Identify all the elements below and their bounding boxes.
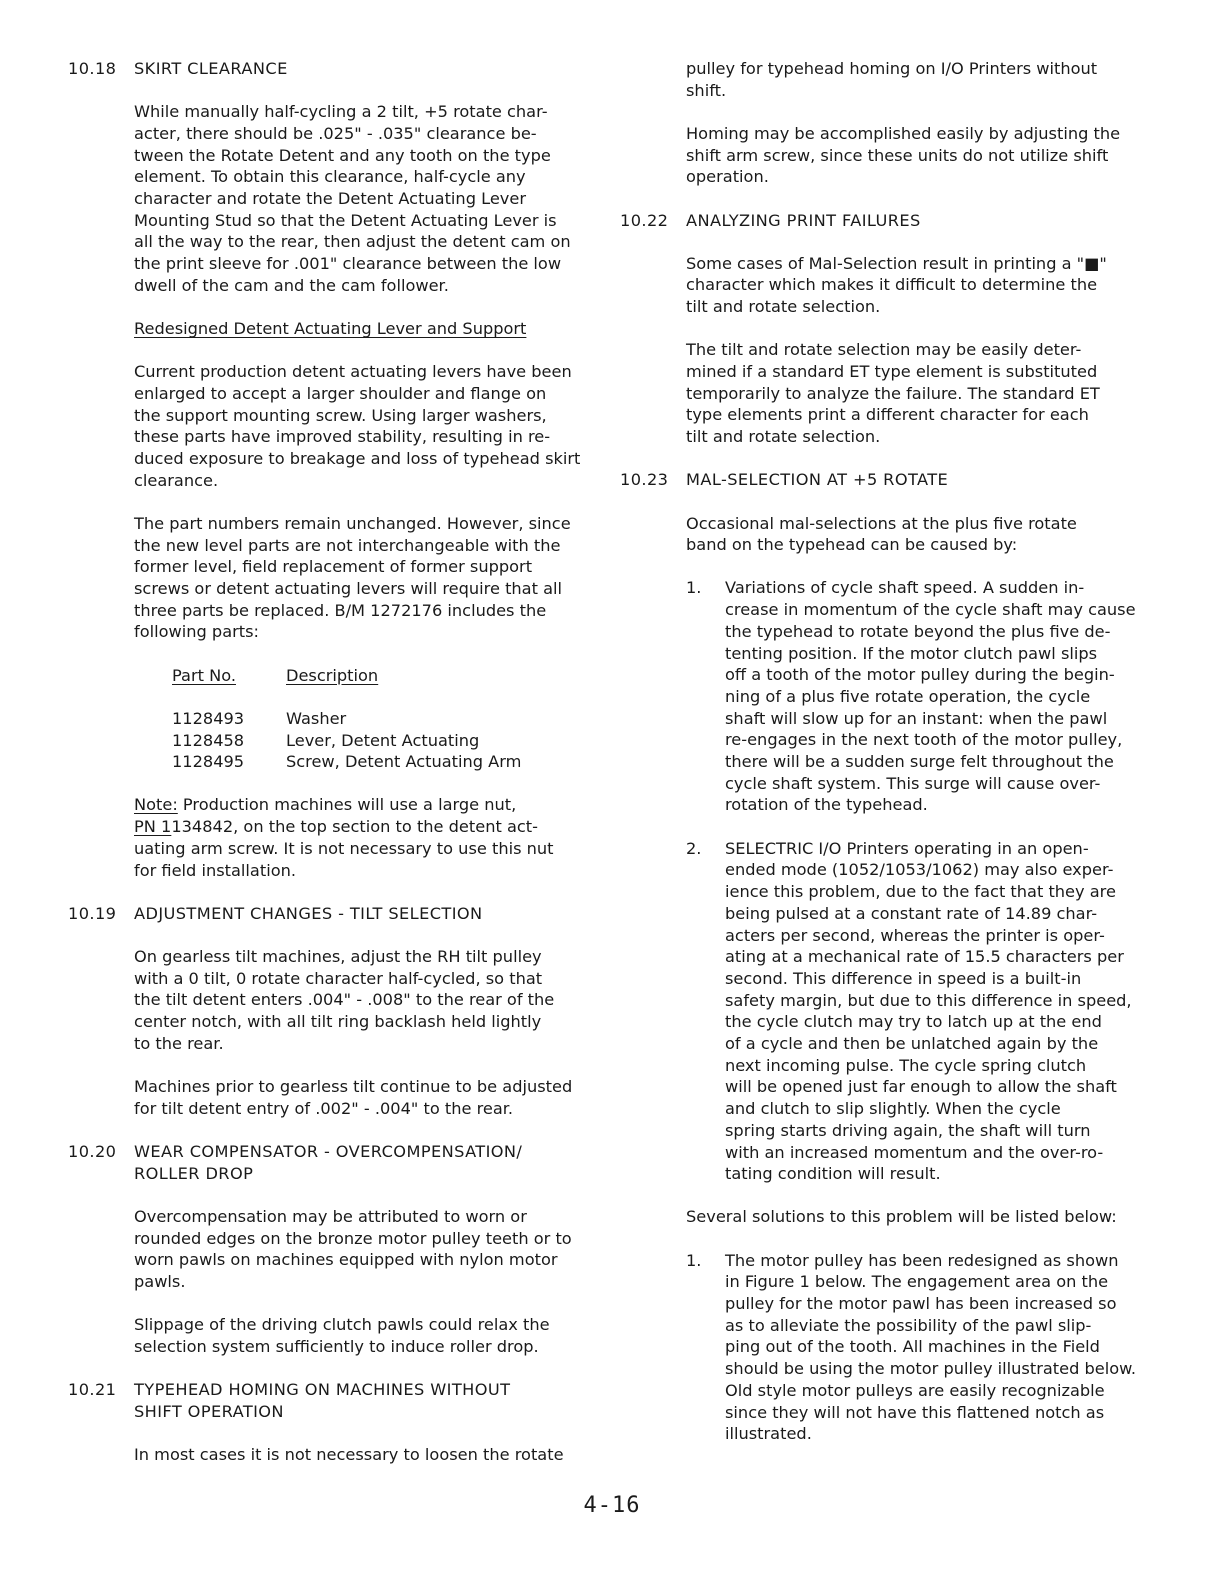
list-item: [686, 577, 1150, 816]
section-body: [134, 101, 588, 881]
section-body: [686, 513, 1150, 1445]
right-column: [620, 58, 1150, 1445]
part-description: Screw, Detent Actuating Arm: [286, 752, 522, 772]
note-paragraph: [134, 794, 588, 881]
section-heading: [620, 210, 1150, 232]
section-body: [134, 946, 588, 1119]
paragraph: On gearless tilt machines, adjust the RH tilt pulley with a 0 tilt, 0 rotate character half-cycled, so that the tilt detent enters .004" - .008" to the rear of the center notch, with all tilt ring backlash held lightly to the rear.: [134, 947, 555, 1053]
table-row: [172, 708, 588, 730]
list-item: [686, 1250, 1150, 1445]
note-text: Production machines will use a large nut,: [177, 795, 517, 815]
section-10-21: [68, 1379, 588, 1466]
section-title: MAL-SELECTION AT +5 ROTATE: [686, 470, 949, 490]
section-10-18: [68, 58, 588, 881]
part-number: 1128495: [172, 752, 245, 772]
list-text: The motor pulley has been redesigned as shown in Figure 1 below. The engagement area on the pulley for the motor pawl has been increased so as to alleviate the possibility of the pawl slip- ping out of the tooth. All machines in the Field should be using the motor pulley illustrated below. Old style motor pulleys are easily recognizable since they will not have this flattened notch as illustrated.: [725, 1250, 1137, 1444]
subheading: Redesigned Detent Actuating Lever and Support: [134, 319, 527, 339]
section-title: WEAR COMPENSATOR - OVERCOMPENSATION/ ROLLER DROP: [134, 1141, 523, 1183]
parts-table-header: [172, 665, 588, 687]
list-number: 2.: [686, 838, 702, 858]
paragraph: Occasional mal-selections at the plus five rotate band on the typehead can be caused by:: [686, 513, 1077, 555]
paragraph: Overcompensation may be attributed to worn or rounded edges on the bronze motor pulley teeth or to worn pawls on machines equipped with nylon motor pawls.: [134, 1206, 572, 1291]
section-number: 10.22: [620, 210, 669, 230]
list-number: 1.: [686, 1250, 702, 1270]
section-body: [686, 253, 1150, 448]
left-column: [68, 58, 588, 1466]
continued-text: [686, 58, 1150, 188]
paragraph: The tilt and rotate selection may be easily deter- mined if a standard ET type element is substituted temporarily to analyze the failure. The standard ET type elements print a different character for each tilt and rotate selection.: [686, 340, 1100, 447]
paragraph: pulley for typehead homing on I/O Printers without shift.: [686, 59, 1098, 100]
list-number: 1.: [686, 578, 702, 598]
section-10-22: [620, 210, 1150, 448]
column-header-description: Description: [286, 665, 379, 685]
page-number: 4-16: [583, 1493, 641, 1518]
paragraph: While manually half-cycling a 2 tilt, +5 rotate char- acter, there should be .025" - .035" clearance be- tween the Rotate Detent and any tooth on the type element. To obtain this clearance, half-cycle any character and rotate the Detent Actuating Lever Mounting Stud so that the Detent Actuating Lever is all the way to the rear, then adjust the detent cam on the print sleeve for .001" clearance between the low dwell of the cam and the cam follower.: [134, 102, 571, 295]
list-text: SELECTRIC I/O Printers operating in an open- ended mode (1052/1053/1062) may also exper- ience this problem, due to the fact that they are being pulsed at a constant rate of 14.89 char- acters per second, whereas the printer is oper- ating at a mechanical rate of 15.5 characters per second. This difference in speed is a built-in safety margin, but due to this difference in speed, the cycle clutch may try to latch up at the end of a cycle and then be unlatched again by the next incoming pulse. The cycle spring clutch will be opened just far enough to allow the shaft and clutch to slip slightly. When the cycle spring starts driving again, the shaft will turn with an increased momentum and the over-ro- tating condition will result.: [725, 838, 1132, 1184]
part-description: Washer: [286, 708, 347, 728]
section-heading: [68, 58, 588, 80]
paragraph: Machines prior to gearless tilt continue to be adjusted for tilt detent entry of .002" - .004" to the rear.: [134, 1077, 573, 1118]
table-row: [172, 751, 588, 773]
section-title: ADJUSTMENT CHANGES - TILT SELECTION: [134, 903, 483, 923]
note-text: 134842, on the top section to the detent act- uating arm screw. It is not necessary to use this nut for field installation.: [134, 817, 554, 880]
parts-table: [172, 665, 588, 773]
paragraph: Several solutions to this problem will be listed below:: [686, 1207, 1117, 1227]
list-text: Variations of cycle shaft speed. A sudden in- crease in momentum of the cycle shaft may cause the typehead to rotate beyond the plus five de- tenting position. If the motor clutch pawl slips off a tooth of the motor pulley during the begin- ning of a plus five rotate operation, the cycle shaft will slow up for an instant: when the pawl re-engages in the next tooth of the motor pulley, there will be a sudden surge felt throughout the cycle shaft system. This surge will cause over- rotation of the typehead.: [725, 578, 1136, 815]
note-label: Note:: [134, 795, 178, 815]
section-heading: [68, 903, 588, 925]
part-description: Lever, Detent Actuating: [286, 730, 480, 750]
section-title: TYPEHEAD HOMING ON MACHINES WITHOUT SHIFT OPERATION: [134, 1380, 511, 1421]
part-number: 1128493: [172, 708, 245, 728]
section-heading: [68, 1141, 588, 1184]
section-number: 10.19: [68, 903, 117, 923]
section-10-19: [68, 903, 588, 1120]
note-part-number: PN 1: [134, 817, 172, 837]
section-title: ANALYZING PRINT FAILURES: [686, 210, 921, 230]
section-number: 10.18: [68, 59, 117, 78]
paragraph: Some cases of Mal-Selection result in printing a "■" character which makes it difficult to determine the tilt and rotate selection.: [686, 253, 1107, 317]
list-item: [686, 838, 1150, 1185]
section-number: 10.20: [68, 1141, 117, 1161]
section-title: SKIRT CLEARANCE: [134, 59, 288, 78]
section-number: 10.21: [68, 1380, 117, 1400]
paragraph: The part numbers remain unchanged. However, since the new level parts are not interchangeable with the former level, field replacement of former support screws or detent actuating levers will require that all three parts be replaced. B/M 1272176 includes the following parts:: [134, 513, 571, 642]
column-header-part-no: Part No.: [172, 665, 236, 685]
section-number: 10.23: [620, 470, 669, 490]
paragraph: Slippage of the driving clutch pawls could relax the selection system sufficiently to induce roller drop.: [134, 1315, 550, 1356]
paragraph: In most cases it is not necessary to loosen the rotate: [134, 1444, 564, 1464]
paragraph: Homing may be accomplished easily by adjusting the shift arm screw, since these units do not utilize shift operation.: [686, 123, 1121, 187]
section-heading: [620, 469, 1150, 491]
paragraph: Current production detent actuating levers have been enlarged to accept a larger shoulder and flange on the support mounting screw. Using larger washers, these parts have improved stability, resulting in re- duced exposure to breakage and loss of typehead skirt clearance.: [134, 362, 581, 490]
section-10-20: [68, 1141, 588, 1358]
section-heading: [68, 1379, 588, 1422]
section-body: [134, 1206, 588, 1358]
section-10-23: [620, 469, 1150, 1445]
table-row: [172, 730, 588, 752]
section-body: [134, 1444, 588, 1466]
part-number: 1128458: [172, 730, 245, 750]
